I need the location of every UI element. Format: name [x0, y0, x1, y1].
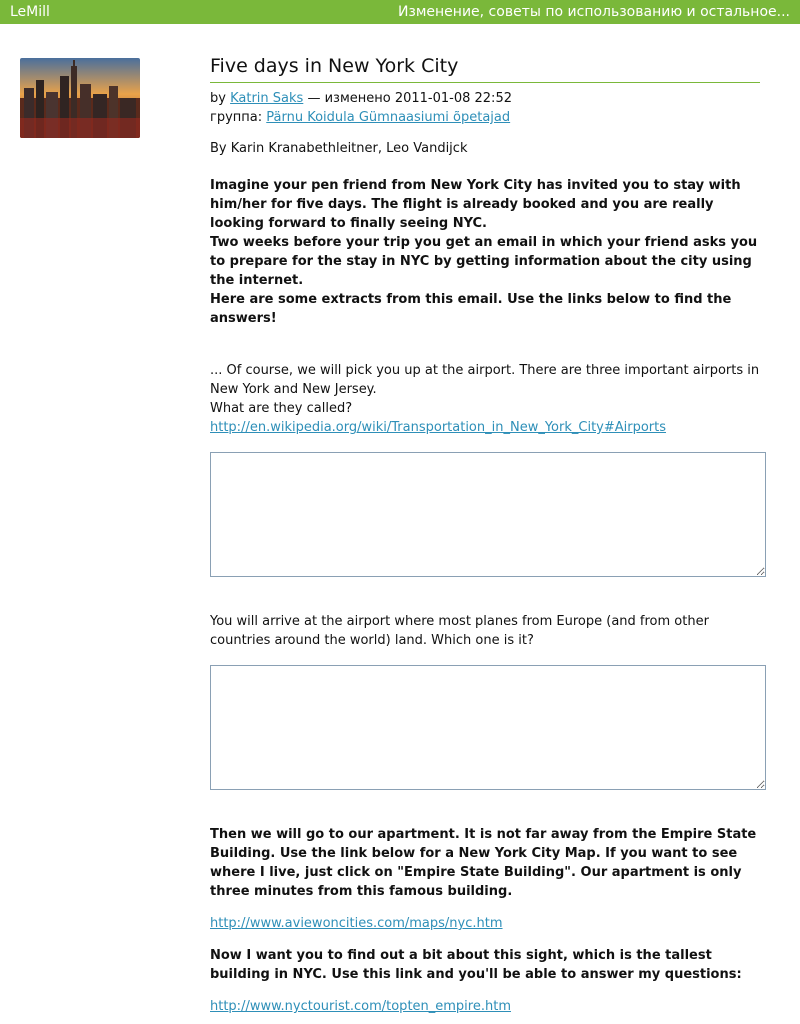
intro-paragraph: Here are some extracts from this email. Use the links below to find the answers!	[210, 292, 732, 326]
empire-link[interactable]: http://www.nyctourist.com/topten_empire.htm	[210, 999, 511, 1014]
main-content	[210, 54, 766, 1016]
intro-paragraph: Two weeks before your trip you get an email in which your friend asks you to prepare for the stay in NYC by getting information about the city using the internet.	[210, 235, 758, 288]
page-title: Five days in New York City	[210, 54, 760, 83]
group-link[interactable]: Pärnu Koidula Gümnaasiumi õpetajad	[266, 110, 511, 125]
question-2: You will arrive at the airport where most planes from Europe (and from other countries around the world) land. Which one is it?	[210, 614, 709, 648]
airports-link[interactable]: http://en.wikipedia.org/wiki/Transportation_in_New_York_City#Airports	[210, 420, 667, 435]
byline	[210, 89, 766, 108]
intro-paragraph: Imagine your pen friend from New York City has invited you to stay with him/her for five days. The flight is already booked and you are really looking forward to finally seeing NYC.	[210, 178, 741, 231]
group-line	[210, 108, 766, 127]
map-link[interactable]: http://www.aviewoncities.com/maps/nyc.htm	[210, 916, 503, 931]
group-prefix: группа:	[210, 110, 263, 125]
brand-link[interactable]: LeMill	[10, 4, 50, 20]
feedback-link[interactable]: Изменение, советы по использованию и остальное...	[397, 4, 790, 20]
intro-block	[210, 176, 766, 328]
apartment-paragraph: Then we will go to our apartment. It is not far away from the Empire State Building. Use the link below for a New York City Map. If you want to see where I live, just click on "Empire State Building". Our apartment is only three minutes from this famous building.	[210, 827, 757, 899]
empire-paragraph: Now I want you to find out a bit about this sight, which is the tallest building in NYC. Use this link and you'll be able to answer my questions:	[210, 948, 742, 982]
question-text: ... Of course, we will pick you up at the airport. There are three important airports in New York and New Jersey.	[210, 363, 760, 397]
answer-field-1[interactable]	[210, 452, 766, 577]
answer-field-2[interactable]	[210, 665, 766, 790]
top-bar	[0, 0, 800, 24]
question-1	[210, 361, 766, 437]
skyline-photo-icon	[20, 58, 140, 138]
modified-info: — изменено 2011-01-08 22:52	[307, 91, 512, 106]
new-york-skyline-thumbnail	[20, 58, 140, 138]
credits: By Karin Kranabethleitner, Leo Vandijck	[210, 141, 468, 156]
by-prefix: by	[210, 91, 226, 106]
author-link[interactable]: Katrin Saks	[230, 91, 304, 106]
question-text: What are they called?	[210, 401, 353, 416]
